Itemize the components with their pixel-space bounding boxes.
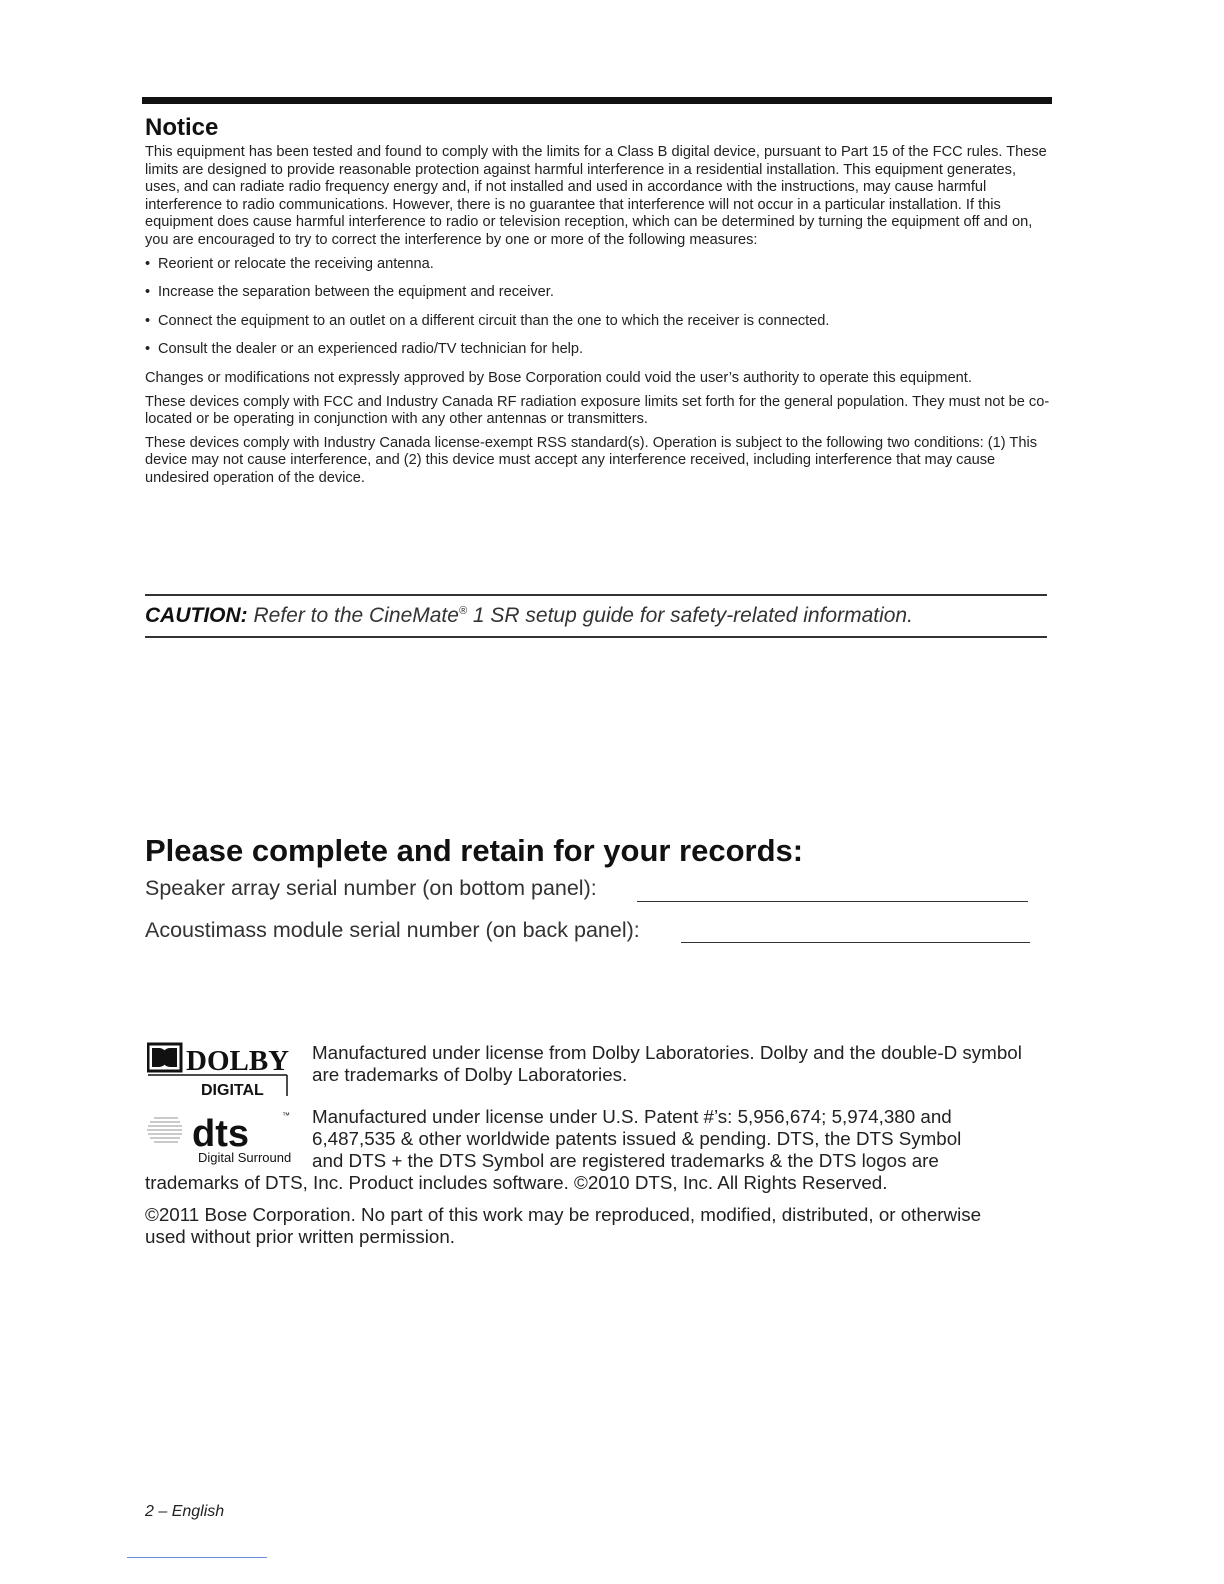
caution-bottom-rule bbox=[145, 636, 1047, 638]
top-divider bbox=[142, 97, 1052, 104]
bose-copyright: ©2011 Bose Corporation. No part of this work may be reproduced, modified, distributed, or otherwise used without prior written permission. bbox=[145, 1204, 982, 1247]
caution-text: Refer to the CineMate® 1 SR setup guide for safety-related information. bbox=[253, 604, 913, 627]
bullet-icon: • bbox=[145, 341, 151, 358]
bullet-icon: • bbox=[145, 284, 151, 301]
dts-license-text-line-4: trademarks of DTS, Inc. Product includes software. ©2010 DTS, Inc. All Rights Reserved. bbox=[145, 1172, 888, 1193]
caution-label: CAUTION: bbox=[145, 604, 248, 627]
caution-statement bbox=[145, 604, 913, 628]
speaker-serial-label: Speaker array serial number (on bottom panel): bbox=[145, 876, 597, 900]
bullet-icon: • bbox=[145, 312, 151, 329]
dolby-wordmark: DOLBY bbox=[186, 1045, 290, 1077]
acoustimass-serial-label: Acoustimass module serial number (on back panel): bbox=[145, 918, 640, 942]
notice-intro: This equipment has been tested and found to comply with the limits for a Class B digital device, pursuant to Part 15 of the FCC rules. These limits are designed to provide reasonable protection against harmful interference in a residential installation. This equipment generates, uses, and can radiate radio frequency energy and, if not installed and used in accordance with the instructions, may cause harmful interference to radio communications. However, there is no guarantee that interference will not occur in a particular installation. If this equipment does cause harmful interference to radio or television reception, which can be determined by turning the equipment off and on, you are encouraged to try to correct the interference by one or more of the following measures: bbox=[145, 144, 1047, 248]
page-number: 2 – English bbox=[145, 1503, 225, 1520]
bottom-link-underline bbox=[127, 1557, 267, 1558]
bullet-icon: • bbox=[145, 255, 151, 272]
notice-rss-paragraph: These devices comply with Industry Canada license-exempt RSS standard(s). Operation is subject to the following two conditions: (1) This device may not cause interference, and (2) this device must accept any interference received, including interference that may cause undesired operation of the device. bbox=[145, 434, 1037, 486]
caution-top-rule bbox=[145, 594, 1047, 596]
list-item: • Consult the dealer or an experienced radio/TV technician for help. bbox=[145, 341, 584, 358]
notice-heading: Notice bbox=[145, 114, 219, 141]
dolby-license-text: Manufactured under license from Dolby Laboratories. Dolby and the double-D symbol are trademarks of Dolby Laboratories. bbox=[312, 1042, 1022, 1085]
dts-digital-surround-logo bbox=[140, 1104, 300, 1166]
dolby-digital-word: DIGITAL bbox=[201, 1082, 264, 1098]
list-item: • Increase the separation between the equipment and receiver. bbox=[145, 284, 554, 301]
acoustimass-serial-blank[interactable] bbox=[681, 942, 1030, 943]
notice-rf-exposure-paragraph: These devices comply with FCC and Industry Canada RF radiation exposure limits set forth for the general population. They must not be co-located or be operating in conjunction with any other antennas or transmitters. bbox=[145, 393, 1050, 428]
notice-modifications-paragraph: Changes or modifications not expressly approved by Bose Corporation could void the user’s authority to operate this equipment. bbox=[145, 369, 972, 386]
speaker-serial-blank[interactable] bbox=[637, 901, 1028, 902]
svg-text:™: ™ bbox=[282, 1111, 290, 1120]
dts-digital-surround-text: Digital Surround bbox=[198, 1150, 292, 1165]
list-item: • Reorient or relocate the receiving antenna. bbox=[145, 255, 434, 272]
list-item: • Connect the equipment to an outlet on a different circuit than the one to which the receiver is connected. bbox=[145, 312, 830, 329]
dts-license-text-line-1: Manufactured under license under U.S. Patent #’s: 5,956,674; 5,974,380 and bbox=[312, 1106, 952, 1127]
notice-measures-list bbox=[145, 256, 1050, 359]
dts-license-text-line-2: 6,487,535 & other worldwide patents issued & pending. DTS, the DTS Symbol bbox=[312, 1128, 962, 1149]
dts-wordmark: dts bbox=[192, 1113, 249, 1155]
records-heading: Please complete and retain for your records: bbox=[145, 833, 804, 868]
dts-license-text-line-3: and DTS + the DTS Symbol are registered trademarks & the DTS logos are bbox=[312, 1150, 939, 1171]
notice-body bbox=[145, 144, 1050, 494]
dolby-digital-logo bbox=[147, 1042, 295, 1098]
